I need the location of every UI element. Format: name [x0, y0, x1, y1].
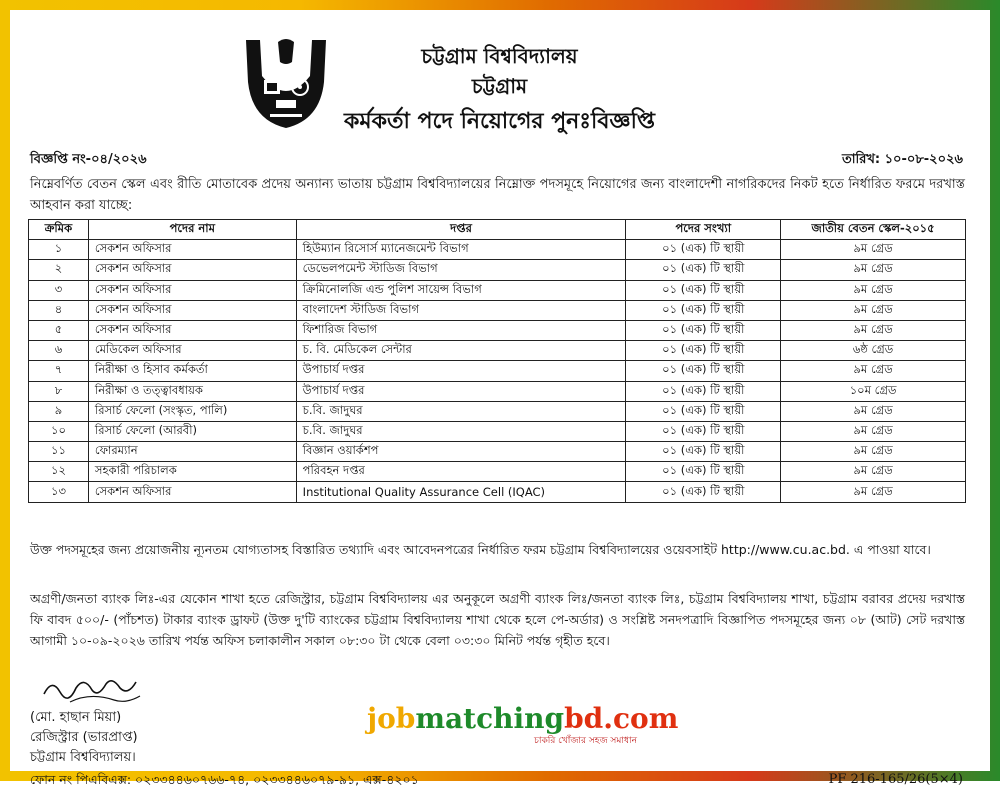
table-row [29, 300, 966, 320]
cell-grade: ৯ম গ্রেড [781, 260, 966, 280]
posts-table [28, 219, 966, 503]
cell-dept: উপাচার্য দপ্তর [296, 361, 626, 381]
notice-background [10, 10, 990, 787]
cell-post: ফোরম্যান [88, 442, 296, 462]
application-paragraph: অগ্রণী/জনতা ব্যাংক লিঃ-এর যেকোন শাখা হতে রেজিস্ট্রার, চট্টগ্রাম বিশ্ববিদ্যালয় এর অনুকূলে অগ্রণী ব্যাংক লিঃ/জনতা ব্যাংক লিঃ, চট্টগ্রাম বিশ্ববিদ্যালয় শাখা, চট্টগ্রাম বরাবর প্রদেয় দরখাস্ত ফি বাবদ ৫০০/- (পাঁচশত) টাকার ব্যাংক ড্রাফট (উক্ত দু'টি ব্যাংকের চট্টগ্রাম বিশ্ববিদ্যালয় শাখা থেকে হলে পে-অর্ডার) ও সংশ্লিষ্ট সনদপত্রাদি বিজ্ঞাপিত পদসমূহের জন্য ০৮ (আট) সেট দরখাস্ত আগামী ১০-০৯-২০২৬ তারিখ পর্যন্ত অফিস চলাকালীন সকাল ০৮:৩০ টা থেকে বেলা ০৩:৩০ মিনিট পর্যন্ত গৃহীত হবে। [30, 591, 965, 648]
phone-info: ফোন নং পিএবিএক্স: ০২৩৩৪৪৬০৭৬৬-৭৪, ০২৩৩৪৪৬০৭৯-৯১, এক্স-৪২০১ [30, 772, 419, 787]
cell-serial: ১ [29, 240, 89, 260]
intro-paragraph: নিম্নেবর্ণিত বেতন স্কেল এবং রীতি মোতাবেক প্রদেয় অন্যান্য ভাতায় চট্টগ্রাম বিশ্ববিদ্যালয়ের নিম্নোক্ত পদসমূহে নিয়োগের জন্য বাংলাদেশী নাগরিকদের নিকট হতে নির্ধারিত ফরমে দরখাস্ত আহবান করা যাচ্ছে: [30, 177, 965, 213]
cell-grade: ৯ম গ্রেড [781, 401, 966, 421]
cell-grade: ৯ম গ্রেড [781, 240, 966, 260]
signatory-org: চট্টগ্রাম বিশ্ববিদ্যালয়। [30, 750, 136, 765]
university-name: চট্টগ্রাম বিশ্ববিদ্যালয় [421, 44, 578, 68]
cell-post: সেকশন অফিসার [88, 482, 296, 502]
cell-grade: ৬ষ্ঠ গ্রেড [781, 341, 966, 361]
cell-post: সহকারী পরিচালক [88, 462, 296, 482]
table-row [29, 421, 966, 441]
cell-grade: ৯ম গ্রেড [781, 421, 966, 441]
table-row [29, 260, 966, 280]
cell-count: ০১ (এক) টি স্থায়ী [626, 442, 781, 462]
cell-dept: ক্রিমিনোলজি এন্ড পুলিশ সায়েন্স বিভাগ [296, 280, 626, 300]
cell-dept: বিজ্ঞান ওয়ার্কশপ [296, 442, 626, 462]
cell-post: নিরীক্ষা ও হিসাব কর্মকর্তা [88, 361, 296, 381]
signatory-title: রেজিস্ট্রার (ভারপ্রাপ্ত) [30, 730, 138, 745]
cell-post: সেকশন অফিসার [88, 240, 296, 260]
cell-post: রিসার্চ ফেলো (আরবী) [88, 421, 296, 441]
watermark-part-1: job [367, 702, 416, 735]
cell-count: ০১ (এক) টি স্থায়ী [626, 401, 781, 421]
cell-dept: চ. বি. মেডিকেল সেন্টার [296, 341, 626, 361]
cell-serial: ১০ [29, 421, 89, 441]
cell-dept: চ.বি. জাদুঘর [296, 401, 626, 421]
cell-serial: ৪ [29, 300, 89, 320]
table-row [29, 442, 966, 462]
cell-dept: হিউম্যান রিসোর্স ম্যানেজমেন্ট বিভাগ [296, 240, 626, 260]
cell-dept: বাংলাদেশ স্টাডিজ বিভাগ [296, 300, 626, 320]
pf-code: PF 216-165/26(5×4) [828, 772, 963, 787]
cell-serial: ৯ [29, 401, 89, 421]
cell-count: ০১ (এক) টি স্থায়ী [626, 320, 781, 340]
cell-post: সেকশন অফিসার [88, 320, 296, 340]
table-row [29, 482, 966, 502]
watermark-tagline: চাকরি খোঁজার সহজ সমাধান [534, 736, 637, 746]
cell-count: ০১ (এক) টি স্থায়ী [626, 361, 781, 381]
cell-grade: ৯ম গ্রেড [781, 361, 966, 381]
cell-count: ০১ (এক) টি স্থায়ী [626, 421, 781, 441]
col-grade-header: জাতীয় বেতন স্কেল-২০১৫ [781, 220, 966, 240]
cell-grade: ৯ম গ্রেড [781, 280, 966, 300]
table-row [29, 320, 966, 340]
cell-grade: ৯ম গ্রেড [781, 320, 966, 340]
cell-serial: ১১ [29, 442, 89, 462]
cell-serial: ৬ [29, 341, 89, 361]
cell-serial: ২ [29, 260, 89, 280]
watermark-logo [367, 702, 679, 748]
cell-post: মেডিকেল অফিসার [88, 341, 296, 361]
university-city: চট্টগ্রাম [471, 74, 528, 98]
cell-count: ০১ (এক) টি স্থায়ী [626, 341, 781, 361]
table-header-row [29, 220, 966, 240]
table-row [29, 462, 966, 482]
signature-image [40, 672, 160, 706]
table-row [29, 401, 966, 421]
cell-grade: ৯ম গ্রেড [781, 462, 966, 482]
memo-number: বিজ্ঞপ্তি নং-০৪/২০২৬ [30, 152, 147, 167]
cell-serial: ৮ [29, 381, 89, 401]
notice-title: কর্মকর্তা পদে নিয়োগের পুনঃবিজ্ঞপ্তি [344, 109, 655, 134]
cell-serial: ৭ [29, 361, 89, 381]
col-post-header: পদের নাম [88, 220, 296, 240]
cell-post: নিরীক্ষা ও তত্ত্বাবধায়ক [88, 381, 296, 401]
cell-count: ০১ (এক) টি স্থায়ী [626, 260, 781, 280]
table-row [29, 280, 966, 300]
table-row [29, 361, 966, 381]
website-paragraph: উক্ত পদসমূহের জন্য প্রয়োজনীয় ন্যূনতম যোগ্যতাসহ বিস্তারিত তথ্যাদি এবং আবেদনপত্রের নির্ধারিত ফরম চট্টগ্রাম বিশ্ববিদ্যালয়ের ওয়েবসাইট http://www.cu.ac.bd. এ পাওয়া যাবে। [30, 542, 931, 557]
cell-count: ০১ (এক) টি স্থায়ী [626, 462, 781, 482]
cell-grade: ৯ম গ্রেড [781, 482, 966, 502]
cell-dept: চ.বি. জাদুঘর [296, 421, 626, 441]
table-row [29, 381, 966, 401]
table-row [29, 341, 966, 361]
watermark-part-2: matching [415, 702, 565, 735]
col-serial-header: ক্রমিক [29, 220, 89, 240]
cell-count: ০১ (এক) টি স্থায়ী [626, 300, 781, 320]
cell-grade: ৯ম গ্রেড [781, 300, 966, 320]
cell-post: সেকশন অফিসার [88, 260, 296, 280]
cell-count: ০১ (এক) টি স্থায়ী [626, 482, 781, 502]
cell-serial: ৫ [29, 320, 89, 340]
cell-dept: ডেভেলপমেন্ট স্টাডিজ বিভাগ [296, 260, 626, 280]
cell-count: ০১ (এক) টি স্থায়ী [626, 280, 781, 300]
cell-serial: ১৩ [29, 482, 89, 502]
signatory-name: (মো. হাছান মিয়া) [30, 710, 122, 725]
cell-dept: পরিবহন দপ্তর [296, 462, 626, 482]
cell-count: ০১ (এক) টি স্থায়ী [626, 240, 781, 260]
cell-post: সেকশন অফিসার [88, 280, 296, 300]
notice-date: তারিখ: ১০-০৮-২০২৬ [841, 152, 963, 167]
table-row [29, 240, 966, 260]
cell-grade: ১০ম গ্রেড [781, 381, 966, 401]
notice-sheet [22, 22, 977, 787]
cell-post: রিসার্চ ফেলো (সংস্কৃত, পালি) [88, 401, 296, 421]
cell-post: সেকশন অফিসার [88, 300, 296, 320]
cell-serial: ১২ [29, 462, 89, 482]
cell-dept: ফিশারিজ বিভাগ [296, 320, 626, 340]
cell-grade: ৯ম গ্রেড [781, 442, 966, 462]
col-count-header: পদের সংখ্যা [626, 220, 781, 240]
cell-dept: উপাচার্য দপ্তর [296, 381, 626, 401]
col-dept-header: দপ্তর [296, 220, 626, 240]
cell-count: ০১ (এক) টি স্থায়ী [626, 381, 781, 401]
watermark-part-3: bd.com [564, 702, 679, 735]
cell-dept: Institutional Quality Assurance Cell (IQAC) [296, 482, 626, 502]
cell-serial: ৩ [29, 280, 89, 300]
